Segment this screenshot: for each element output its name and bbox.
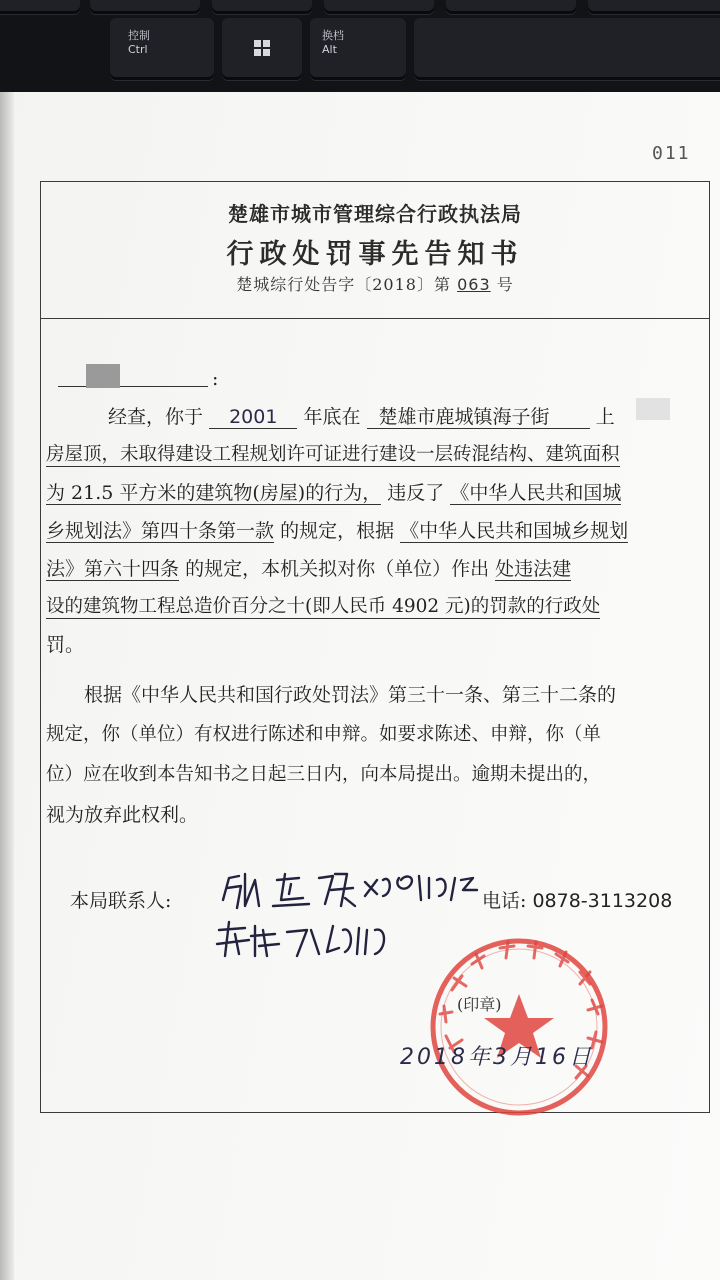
text: 的规定，本机关拟对你（单位）作出 — [185, 558, 490, 580]
salutation-colon: : — [212, 368, 219, 390]
redacted-name — [86, 364, 120, 388]
key-ctrl-label-en: Ctrl — [128, 43, 148, 56]
official-seal-stamp — [424, 932, 614, 1122]
page-number: 011 — [652, 143, 691, 164]
paragraph-1-line-1 — [108, 402, 615, 429]
recipient-blank — [58, 386, 208, 387]
text: 处违法建 — [495, 558, 572, 580]
document-number-line — [40, 272, 710, 295]
text: 违反了 — [387, 482, 445, 504]
paragraph-2-line-2: 规定，你（单位）有权进行陈述和申辩。如要求陈述、申辩，你（单 — [46, 724, 602, 745]
doc-number-prefix: 楚城综行处告字〔2018〕第 — [236, 275, 451, 294]
key-ctrl-label: 控制 — [128, 29, 150, 42]
paragraph-2-line-4: 视为放弃此权利。 — [46, 804, 199, 826]
text: 年底在 — [303, 406, 361, 428]
key-alt — [310, 18, 406, 80]
paragraph-1-line-6: 设的建筑物工程总造价百分之十(即人民币 4902 元)的罚款的行政处 — [46, 592, 600, 619]
key-alt-label: 换档 — [322, 29, 344, 42]
key-top-row — [212, 0, 312, 14]
document-date: 2018年3月16日 — [400, 1045, 594, 1070]
key-space — [414, 18, 720, 80]
paragraph-2-line-3: 位）应在收到本告知书之日起三日内，向本局提出。逾期未提出的， — [46, 764, 602, 785]
filled-location: 楚雄市鹿城镇海子街 — [367, 406, 590, 429]
header-divider — [40, 318, 710, 319]
key-windows — [222, 18, 302, 80]
redacted-address — [636, 398, 670, 420]
key-top-row — [90, 0, 200, 14]
text: 上 — [595, 406, 615, 428]
key-tab-left — [0, 0, 80, 14]
key-top-row — [324, 0, 434, 14]
doc-number: 063 — [457, 275, 491, 294]
paragraph-1-line-4 — [46, 516, 628, 543]
keyboard-photo-strip — [0, 0, 720, 92]
key-alt-label-en: Alt — [322, 43, 337, 56]
filled-year: 2001 — [209, 406, 297, 429]
paragraph-1-line-2: 房屋顶，未取得建设工程规划许可证进行建设一层砖混结构、建筑面积 — [46, 440, 620, 467]
paragraph-1-line-7: 罚。 — [46, 634, 85, 656]
text: 经查，你于 — [108, 406, 204, 428]
text: 乡规划法》第四十条第一款 — [46, 520, 275, 542]
document-title: 行政处罚事先告知书 — [226, 239, 524, 270]
paragraph-1-line-5 — [46, 554, 571, 581]
text: 法》第六十四条 — [46, 558, 180, 580]
text: 《中华人民共和国城乡规划 — [400, 520, 629, 542]
paper-edge-shadow — [0, 92, 14, 1280]
key-ctrl — [110, 18, 214, 80]
key-top-row — [446, 0, 576, 14]
text: 《中华人民共和国城 — [450, 482, 622, 504]
phone-label: 电话: — [482, 890, 527, 912]
text: 的规定，根据 — [280, 520, 395, 542]
paragraph-1-line-3 — [46, 478, 621, 505]
text: 为 21.5 平方米的建筑物(房屋)的行为， — [46, 482, 382, 504]
phone-line — [482, 886, 672, 913]
seal-note: (印章) — [457, 995, 502, 1014]
contact-label: 本局联系人: — [70, 890, 172, 912]
paragraph-2-line-1: 根据《中华人民共和国行政处罚法》第三十一条、第三十二条的 — [84, 684, 617, 706]
phone-number: 0878-3113208 — [532, 890, 673, 912]
key-top-row — [588, 0, 720, 14]
windows-logo-icon — [254, 40, 270, 56]
doc-number-suffix: 号 — [496, 275, 514, 294]
agency-name: 楚雄市城市管理综合行政执法局 — [228, 202, 522, 226]
